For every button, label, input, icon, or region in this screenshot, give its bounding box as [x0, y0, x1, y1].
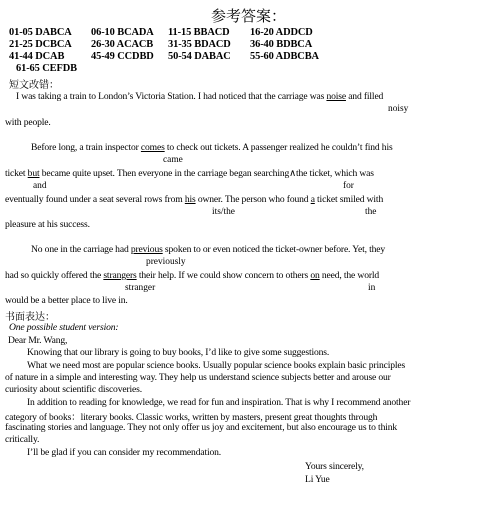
answer-key-r2-1: 21-25 DCBCA	[9, 39, 72, 50]
correction-word: previously	[146, 257, 186, 267]
letter-para3-line4: critically.	[5, 434, 40, 445]
answer-key-r3-3: 50-54 DABAC	[168, 51, 231, 62]
answer-key-r2-2: 26-30 ACACB	[91, 39, 154, 50]
answer-key-r3-1: 41-44 DCAB	[9, 51, 65, 62]
correction-word: its/the	[212, 207, 235, 217]
error-word: previous	[130, 244, 163, 255]
error-word: noise	[326, 91, 346, 102]
correction-p2-line2: ticket but became quite upset. Then everyone in the carriage began searching∧the ticket, which was	[5, 168, 374, 179]
answer-key-r1-4: 16-20 ADDCD	[250, 27, 313, 38]
error-word: a	[310, 194, 315, 205]
correction-p3-line2: had so quickly offered the strangers their help. If we could show concern to others on need, the world	[5, 270, 380, 281]
letter-para2-line3: curiosity about scientific discoveries.	[5, 384, 142, 395]
error-word: comes	[140, 142, 165, 153]
answer-key-r1-1: 01-05 DABCA	[9, 27, 72, 38]
letter-para4: I’ll be glad if you can consider my recommendation.	[27, 447, 222, 458]
letter-signature: Li Yue	[305, 474, 330, 485]
correction-p3-line3: would be a better place to live in.	[5, 295, 128, 306]
correction-word: in	[368, 283, 376, 293]
error-word: on	[310, 270, 320, 281]
correction-word: came	[163, 155, 183, 165]
correction-p2-line1: Before long, a train inspector comes to check out tickets. A passenger realized he couldn’t find his	[31, 142, 393, 153]
correction-word: and	[33, 181, 47, 191]
correction-word: noisy	[388, 104, 409, 114]
letter-para3-line2: category of books：literary books. Classic works, written by masters, present great thoughts through	[5, 412, 378, 423]
letter-para2-line1: What we need most are popular science books. Usually popular science books explain basic principles	[27, 360, 406, 371]
writing-heading: 书面表达：	[5, 312, 55, 323]
answer-key-r3-2: 45-49 CCDBD	[91, 51, 154, 62]
correction-p3-line1: No one in the carriage had previous spoken to or even noticed the ticket-owner before. Yet, they	[31, 244, 386, 255]
letter-closing: Yours sincerely,	[305, 461, 364, 472]
letter-para3-line3: fascinating stories and language. They not only offer us joy and excitement, but also encourage us to think	[5, 422, 398, 433]
page-title: 参考答案：	[210, 7, 286, 25]
correction-p2-line4: pleasure at his success.	[5, 219, 90, 230]
error-word: strangers	[103, 270, 137, 281]
correction-p2-line3: eventually found under a seat several rows from his owner. The person who found a ticket smiled with	[5, 194, 384, 205]
correction-word: the	[365, 207, 377, 217]
correction-heading: 短文改错：	[9, 80, 59, 91]
correction-word: stranger	[125, 283, 156, 293]
letter-para1: Knowing that our library is going to buy books, I’d like to give some suggestions.	[27, 347, 330, 358]
answer-key-r2-4: 36-40 BDBCA	[250, 39, 313, 50]
correction-p1-line2: with people.	[5, 117, 51, 128]
answer-key-r1-3: 11-15 BBACD	[168, 27, 230, 38]
answer-key-r1-2: 06-10 BCADA	[91, 27, 154, 38]
answer-key-r2-3: 31-35 BDACD	[168, 39, 231, 50]
letter-para2-line2: of nature in a simple and interesting way. They help us understand science subjects better and arouse our	[5, 372, 391, 383]
answer-key-r4-1: 61-65 CEFDB	[16, 63, 77, 74]
salutation: Dear Mr. Wang,	[8, 335, 68, 346]
answer-key-r3-4: 55-60 ADBCBA	[250, 51, 319, 62]
correction-p1-line1: I was taking a train to London’s Victoria Station. I had noticed that the carriage was noise and filled	[16, 91, 384, 102]
error-word: but	[27, 168, 40, 179]
insert-caret: ∧	[289, 168, 296, 179]
version-label: One possible student version:	[9, 322, 119, 333]
error-word: his	[184, 194, 196, 205]
correction-word: for	[343, 181, 354, 191]
letter-para3-line1: In addition to reading for knowledge, we read for fun and inspiration. That is why I recommend another	[27, 397, 411, 408]
